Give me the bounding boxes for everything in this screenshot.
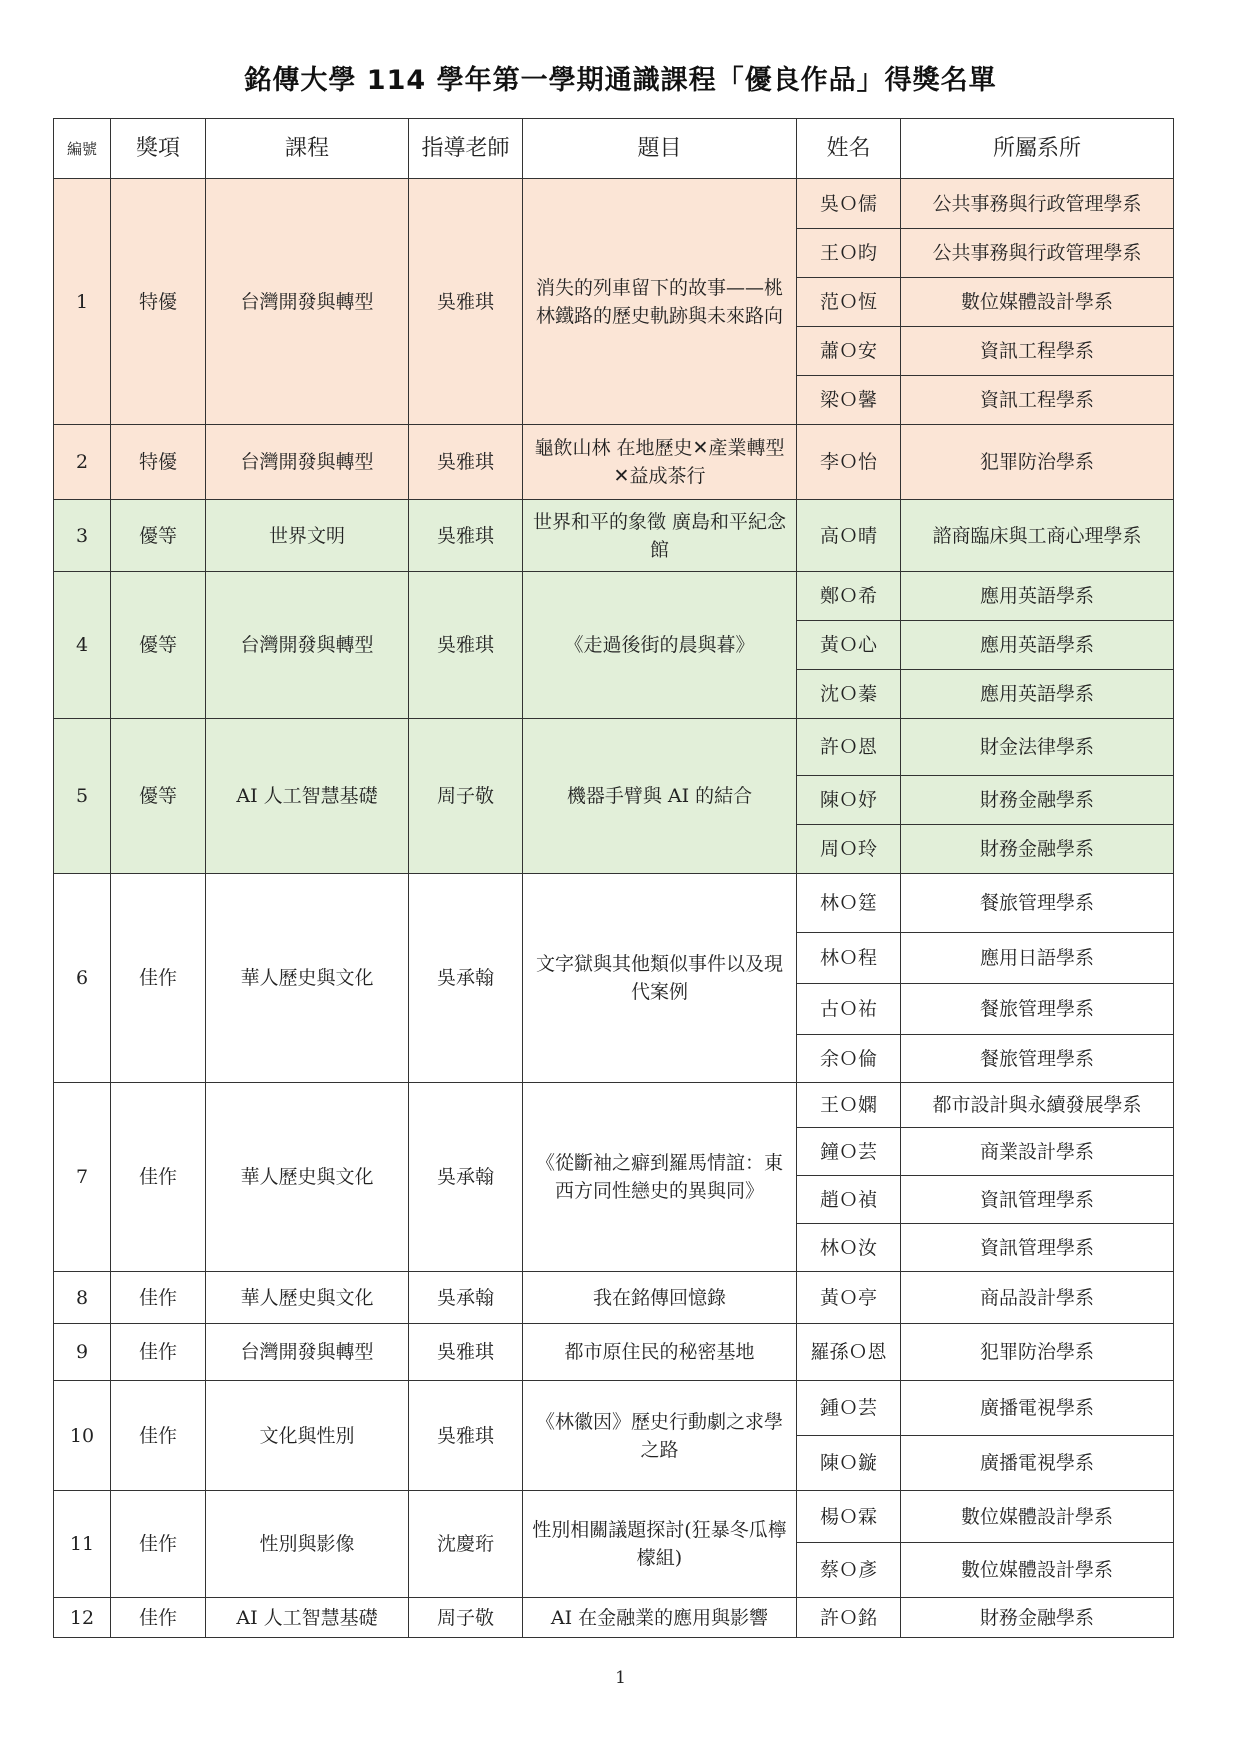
cell-teacher: 吳雅琪 [409, 572, 523, 719]
cell-department: 資訊工程學系 [901, 376, 1174, 425]
cell-no: 5 [54, 719, 111, 874]
cell-no: 4 [54, 572, 111, 719]
cell-student-name: 王Ｏ嫻 [797, 1083, 901, 1128]
table-row [54, 1272, 1174, 1324]
cell-award: 優等 [111, 719, 206, 874]
cell-department: 資訊工程學系 [901, 327, 1174, 376]
cell-department: 資訊管理學系 [901, 1224, 1174, 1272]
cell-student-name: 楊Ｏ霖 [797, 1491, 901, 1543]
cell-no: 3 [54, 500, 111, 572]
cell-topic: 《林徽因》歷史行動劇之求學之路 [523, 1381, 797, 1491]
cell-student-name: 王Ｏ昀 [797, 229, 901, 278]
cell-student-name: 沈Ｏ蓁 [797, 670, 901, 719]
header-name: 姓名 [797, 119, 901, 179]
cell-student-name: 鄭Ｏ希 [797, 572, 901, 621]
table-row [54, 874, 1174, 933]
header-course: 課程 [206, 119, 409, 179]
cell-course: 世界文明 [206, 500, 409, 572]
cell-student-name: 梁Ｏ馨 [797, 376, 901, 425]
cell-teacher: 沈慶珩 [409, 1491, 523, 1598]
cell-department: 資訊管理學系 [901, 1176, 1174, 1224]
cell-no: 9 [54, 1324, 111, 1381]
cell-department: 商業設計學系 [901, 1128, 1174, 1176]
cell-department: 諮商臨床與工商心理學系 [901, 500, 1174, 572]
cell-topic: 《從斷袖之癖到羅馬情誼：東西方同性戀史的異與同》 [523, 1083, 797, 1272]
cell-topic: 我在銘傳回憶錄 [523, 1272, 797, 1324]
header-no: 編號 [54, 119, 111, 179]
cell-topic: 龜飲山林 在地歷史✕產業轉型✕益成茶行 [523, 425, 797, 500]
cell-department: 應用英語學系 [901, 621, 1174, 670]
cell-department: 廣播電視學系 [901, 1381, 1174, 1436]
cell-no: 7 [54, 1083, 111, 1272]
cell-teacher: 吳雅琪 [409, 179, 523, 425]
cell-course: 文化與性別 [206, 1381, 409, 1491]
table-row [54, 572, 1174, 621]
cell-teacher: 吳承翰 [409, 1083, 523, 1272]
cell-award: 佳作 [111, 1491, 206, 1598]
cell-department: 餐旅管理學系 [901, 984, 1174, 1035]
cell-teacher: 吳雅琪 [409, 500, 523, 572]
cell-teacher: 吳雅琪 [409, 425, 523, 500]
cell-student-name: 周Ｏ玲 [797, 825, 901, 874]
cell-no: 6 [54, 874, 111, 1083]
table-row [54, 425, 1174, 500]
cell-student-name: 蔡Ｏ彥 [797, 1543, 901, 1598]
cell-award: 佳作 [111, 1598, 206, 1638]
cell-teacher: 吳承翰 [409, 874, 523, 1083]
cell-award: 佳作 [111, 1324, 206, 1381]
cell-student-name: 吳Ｏ儒 [797, 179, 901, 229]
cell-award: 特優 [111, 179, 206, 425]
cell-topic: 《走過後街的晨與暮》 [523, 572, 797, 719]
cell-course: 性別與影像 [206, 1491, 409, 1598]
cell-award: 佳作 [111, 1272, 206, 1324]
cell-award: 優等 [111, 500, 206, 572]
cell-course: 華人歷史與文化 [206, 1083, 409, 1272]
cell-course: 台灣開發與轉型 [206, 179, 409, 425]
cell-student-name: 林Ｏ汝 [797, 1224, 901, 1272]
cell-student-name: 林Ｏ程 [797, 933, 901, 984]
table-row [54, 1491, 1174, 1543]
cell-topic: 都市原住民的秘密基地 [523, 1324, 797, 1381]
cell-no: 2 [54, 425, 111, 500]
cell-department: 財務金融學系 [901, 1598, 1174, 1638]
table-row [54, 1324, 1174, 1381]
cell-student-name: 許Ｏ銘 [797, 1598, 901, 1638]
cell-course: 台灣開發與轉型 [206, 1324, 409, 1381]
cell-department: 數位媒體設計學系 [901, 278, 1174, 327]
table-row [54, 179, 1174, 229]
header-teacher: 指導老師 [409, 119, 523, 179]
cell-course: AI 人工智慧基礎 [206, 1598, 409, 1638]
cell-student-name: 許Ｏ恩 [797, 719, 901, 776]
cell-department: 財務金融學系 [901, 776, 1174, 825]
cell-department: 應用日語學系 [901, 933, 1174, 984]
cell-student-name: 陳Ｏ鏇 [797, 1436, 901, 1491]
cell-department: 犯罪防治學系 [901, 1324, 1174, 1381]
cell-student-name: 趙Ｏ禎 [797, 1176, 901, 1224]
page-number: 1 [615, 1668, 626, 1688]
cell-department: 餐旅管理學系 [901, 874, 1174, 933]
cell-topic: 機器手臂與 AI 的結合 [523, 719, 797, 874]
cell-teacher: 周子敬 [409, 719, 523, 874]
awards-table [53, 118, 1174, 1638]
cell-no: 8 [54, 1272, 111, 1324]
cell-teacher: 周子敬 [409, 1598, 523, 1638]
table-row [54, 1083, 1174, 1128]
cell-department: 犯罪防治學系 [901, 425, 1174, 500]
cell-student-name: 陳Ｏ妤 [797, 776, 901, 825]
cell-student-name: 余Ｏ倫 [797, 1035, 901, 1083]
document-title: 銘傳大學 114 學年第一學期通識課程「優良作品」得獎名單 [244, 65, 997, 96]
table-row [54, 1381, 1174, 1436]
table-row [54, 719, 1174, 776]
cell-course: 台灣開發與轉型 [206, 425, 409, 500]
cell-student-name: 高Ｏ晴 [797, 500, 901, 572]
award-body [54, 179, 1174, 1638]
cell-student-name: 黃Ｏ心 [797, 621, 901, 670]
cell-award: 優等 [111, 572, 206, 719]
cell-student-name: 羅孫Ｏ恩 [797, 1324, 901, 1381]
header-dept: 所屬系所 [901, 119, 1174, 179]
cell-course: AI 人工智慧基礎 [206, 719, 409, 874]
cell-department: 公共事務與行政管理學系 [901, 179, 1174, 229]
cell-department: 數位媒體設計學系 [901, 1543, 1174, 1598]
cell-course: 台灣開發與轉型 [206, 572, 409, 719]
cell-course: 華人歷史與文化 [206, 874, 409, 1083]
cell-no: 1 [54, 179, 111, 425]
cell-topic: 世界和平的象徵 廣島和平紀念館 [523, 500, 797, 572]
cell-award: 佳作 [111, 1381, 206, 1491]
table-row [54, 500, 1174, 572]
cell-award: 佳作 [111, 1083, 206, 1272]
cell-no: 11 [54, 1491, 111, 1598]
cell-no: 12 [54, 1598, 111, 1638]
cell-teacher: 吳雅琪 [409, 1381, 523, 1491]
cell-teacher: 吳承翰 [409, 1272, 523, 1324]
cell-student-name: 李Ｏ怡 [797, 425, 901, 500]
cell-department: 財務金融學系 [901, 825, 1174, 874]
cell-department: 應用英語學系 [901, 572, 1174, 621]
table-row [54, 1598, 1174, 1638]
cell-student-name: 古Ｏ祐 [797, 984, 901, 1035]
cell-department: 應用英語學系 [901, 670, 1174, 719]
header-row [54, 119, 1174, 179]
cell-department: 公共事務與行政管理學系 [901, 229, 1174, 278]
cell-department: 廣播電視學系 [901, 1436, 1174, 1491]
cell-student-name: 蕭Ｏ安 [797, 327, 901, 376]
cell-topic: 性別相關議題探討(狂暴冬瓜檸檬組) [523, 1491, 797, 1598]
cell-topic: 文字獄與其他類似事件以及現代案例 [523, 874, 797, 1083]
cell-department: 財金法律學系 [901, 719, 1174, 776]
cell-teacher: 吳雅琪 [409, 1324, 523, 1381]
cell-department: 都市設計與永續發展學系 [901, 1083, 1174, 1128]
cell-student-name: 范Ｏ恆 [797, 278, 901, 327]
header-award: 獎項 [111, 119, 206, 179]
cell-award: 佳作 [111, 874, 206, 1083]
cell-student-name: 黃Ｏ亭 [797, 1272, 901, 1324]
cell-student-name: 鍾Ｏ芸 [797, 1381, 901, 1436]
cell-department: 餐旅管理學系 [901, 1035, 1174, 1083]
cell-student-name: 鐘Ｏ芸 [797, 1128, 901, 1176]
cell-student-name: 林Ｏ筳 [797, 874, 901, 933]
cell-award: 特優 [111, 425, 206, 500]
cell-course: 華人歷史與文化 [206, 1272, 409, 1324]
cell-topic: 消失的列車留下的故事——桃林鐵路的歷史軌跡與未來路向 [523, 179, 797, 425]
cell-department: 商品設計學系 [901, 1272, 1174, 1324]
cell-department: 數位媒體設計學系 [901, 1491, 1174, 1543]
cell-no: 10 [54, 1381, 111, 1491]
header-topic: 題目 [523, 119, 797, 179]
cell-topic: AI 在金融業的應用與影響 [523, 1598, 797, 1638]
